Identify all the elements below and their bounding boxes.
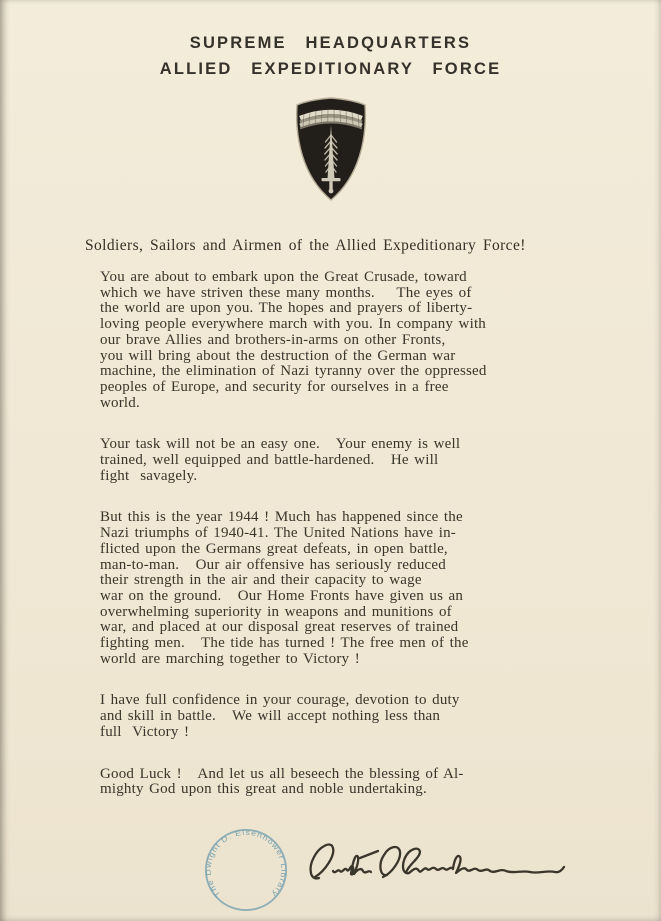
library-stamp [202, 826, 290, 914]
text-line: war, and placed at our disposal great reserves of trained [100, 619, 459, 636]
text-line: war on the ground. Our Home Fronts have given us an [100, 587, 464, 604]
text-line: you will bring about the destruction of the German war [100, 347, 456, 364]
text-line: loving people everywhere march with you. In company with [100, 316, 487, 333]
text-line: Good Luck ! And let us all beseech the blessing of Al- [100, 765, 464, 782]
text-line: fight savagely. [100, 467, 198, 484]
text-line: their strength in the air and their capacity to wage [100, 572, 422, 589]
stamp-text: The Dwight D. Eisenhower Library [203, 827, 289, 899]
letterhead-line-1: SUPREME HEADQUARTERS [189, 34, 472, 52]
text-line: which we have striven these many months. The eyes of [100, 284, 472, 301]
text-line: and skill in battle. We will accept nothing less than [100, 708, 441, 725]
text-line: flicted upon the Germans great defeats, in open battle, [100, 540, 448, 557]
text-line: the world are upon you. The hopes and prayers of liberty- [100, 300, 473, 317]
text-line: overwhelming superiority in weapons and munitions of [100, 603, 452, 620]
paragraph [100, 510, 580, 667]
svg-text:The Dwight D. Eisenhower Libra [204, 828, 289, 899]
paragraph [100, 270, 580, 411]
salutation-line: Soldiers, Sailors and Airmen of the Allied Expeditionary Force! [85, 237, 526, 254]
paragraph [100, 693, 580, 740]
letterhead-line-2: ALLIED EXPEDITIONARY FORCE [159, 60, 502, 78]
text-line: Nazi triumphs of 1940-41. The United Nations have in- [100, 525, 457, 542]
text-line: You are about to embark upon the Great Crusade, toward [100, 269, 467, 285]
text-line: fighting men. The tide has turned ! The free men of the [100, 635, 469, 652]
paragraph [100, 437, 580, 484]
paragraph [100, 767, 580, 798]
text-line: trained, well equipped and battle-hardened. He will [100, 452, 439, 469]
text-line: world. [100, 394, 140, 411]
text-line: man-to-man. Our air offensive has seriously reduced [100, 556, 446, 573]
eisenhower-signature [303, 830, 575, 896]
text-line: machine, the elimination of Nazi tyranny over the oppressed [100, 363, 487, 380]
text-line: world are marching together to Victory ! [100, 650, 360, 667]
letterhead [0, 30, 661, 82]
text-line: our brave Allies and brothers-in-arms on other Fronts, [100, 331, 446, 348]
text-line: I have full confidence in your courage, devotion to duty [100, 692, 460, 709]
letter-body [100, 270, 580, 824]
text-line: mighty God upon this great and noble undertaking. [100, 781, 427, 798]
text-line: full Victory ! [100, 723, 190, 740]
text-line: But this is the year 1944 ! Much has happened since the [100, 509, 463, 526]
text-line: Your task will not be an easy one. Your enemy is well [100, 436, 461, 453]
shaef-shield-sword-patch-icon [290, 97, 372, 202]
text-line: peoples of Europe, and security for ourselves in a free [100, 378, 449, 395]
